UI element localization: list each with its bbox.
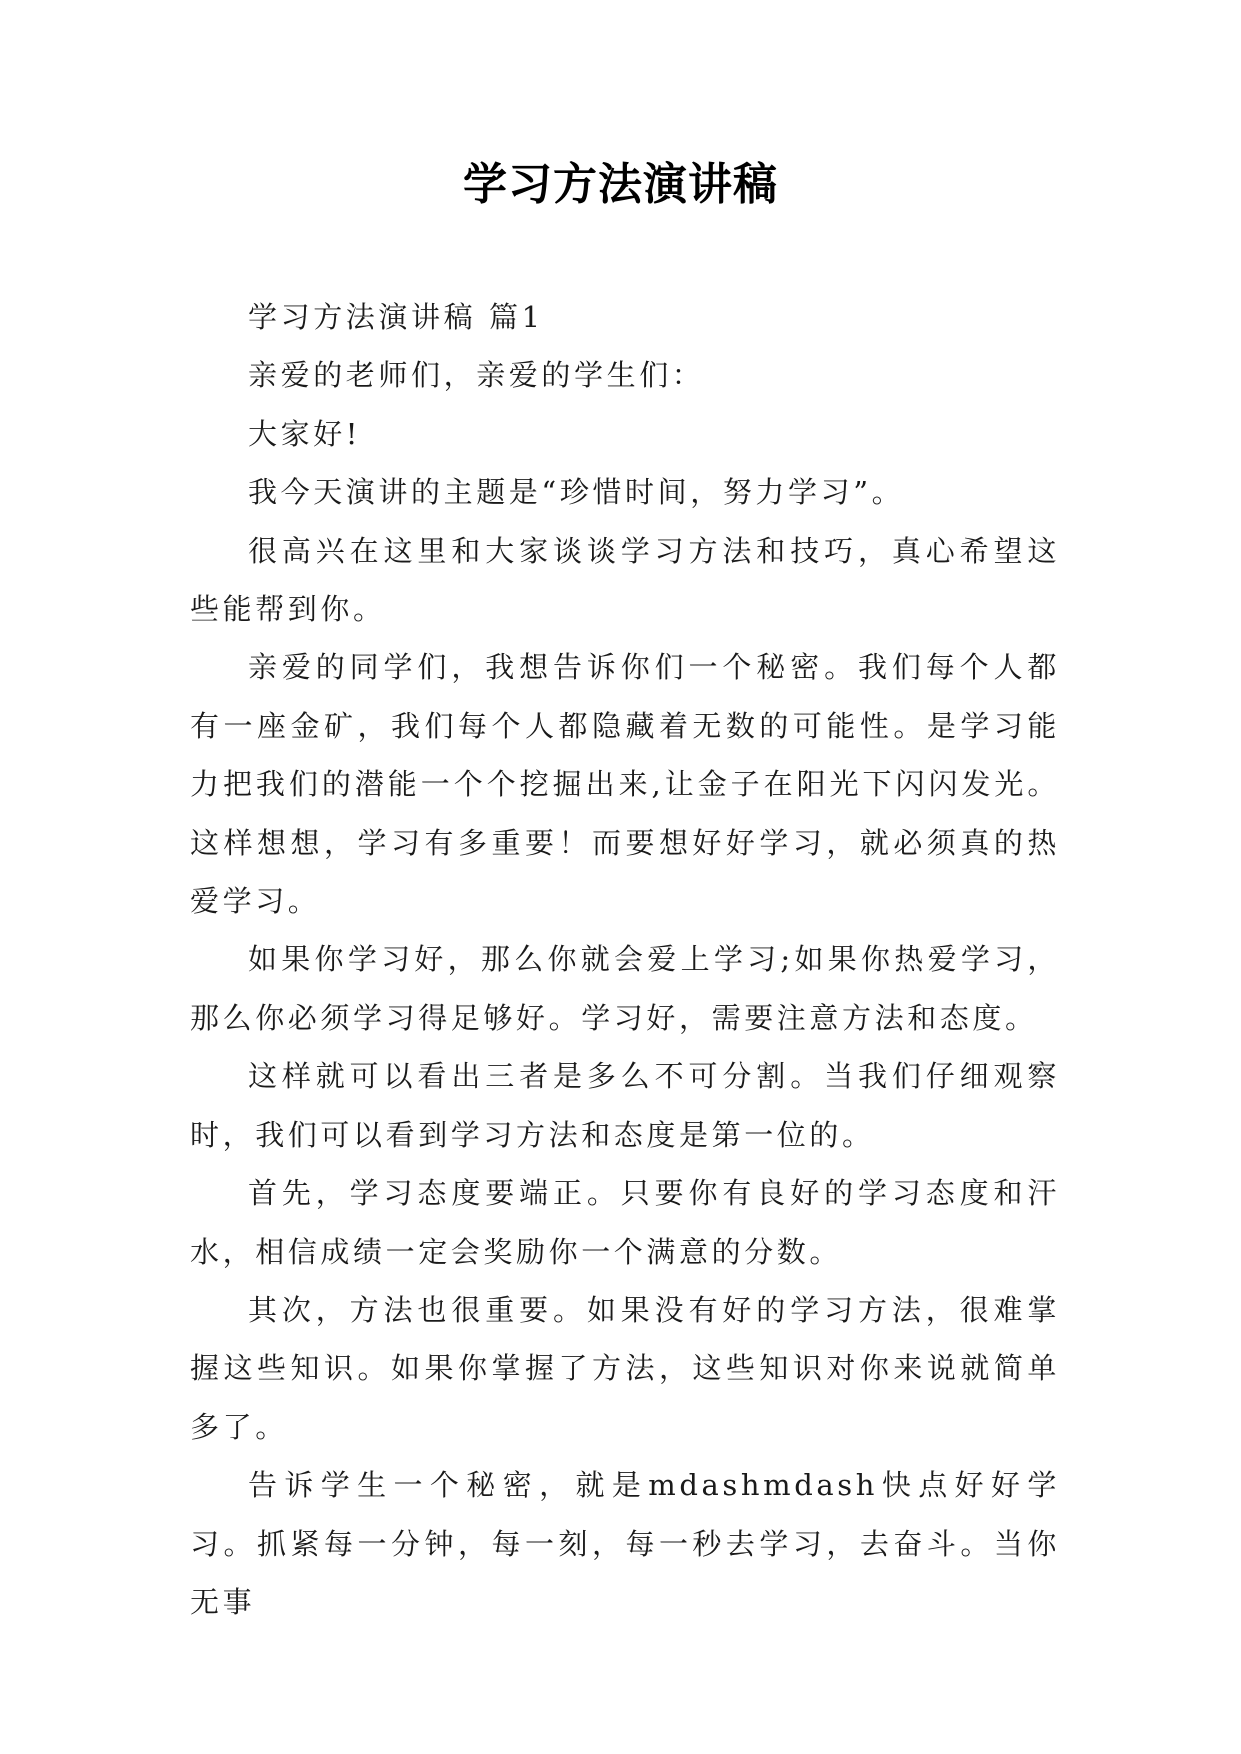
paragraph-greeting: 大家好! bbox=[248, 416, 362, 451]
paragraph: 很高兴在这里和大家谈谈学习方法和技巧，真心希望这些能帮到你。 bbox=[190, 533, 1060, 627]
paragraph: 亲爱的同学们，我想告诉你们一个秘密。我们每个人都有一座金矿，我们每个人都隐藏着无数的可能性。是学习能力把我们的潜能一个个挖掘出来,让金子在阳光下闪闪发光。这样想想，学习有多重要！而要想好好学习，就必须真的热爱学习。 bbox=[190, 650, 1060, 919]
document-body bbox=[190, 288, 1060, 1631]
paragraph: 这样就可以看出三者是多么不可分割。当我们仔细观察时，我们可以看到学习方法和态度是第一位的。 bbox=[190, 1059, 1060, 1152]
paragraph: 告诉学生一个秘密，就是mdashmdash快点好好学习。抓紧每一分钟，每一刻，每一秒去学习，去奋斗。当你无事 bbox=[190, 1468, 1060, 1619]
paragraph-salutation: 亲爱的老师们，亲爱的学生们： bbox=[248, 358, 705, 393]
document-title: 学习方法演讲稿 bbox=[463, 159, 778, 210]
paragraph: 其次，方法也很重要。如果没有好的学习方法，很难掌握这些知识。如果你掌握了方法，这些知识对你来说就简单多了。 bbox=[190, 1292, 1060, 1444]
paragraph: 我今天演讲的主题是“珍惜时间，努力学习”。 bbox=[248, 475, 905, 510]
paragraph-heading: 学习方法演讲稿 篇1 bbox=[248, 300, 544, 334]
paragraph: 如果你学习好，那么你就会爱上学习;如果你热爱学习，那么你必须学习得足够好。学习好，需要注意方法和态度。 bbox=[190, 942, 1060, 1035]
paragraph: 首先，学习态度要端正。只要你有良好的学习态度和汗水，相信成绩一定会奖励你一个满意的分数。 bbox=[190, 1176, 1060, 1269]
